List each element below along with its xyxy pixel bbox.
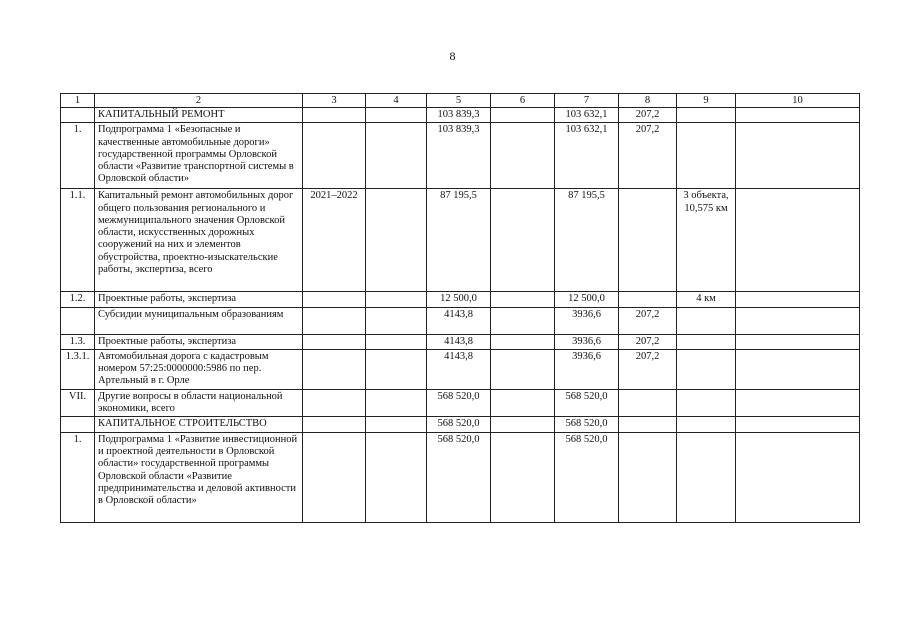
table-row [61,432,860,522]
row-description: Автомобильная дорога с кадастровым номером 57:25:0000000:5986 по пер. Артельный в г. Орле [95,349,303,389]
row-col-6 [491,108,555,123]
row-number: 1. [61,123,95,189]
column-header: 1 [61,94,95,108]
column-header: 5 [427,94,491,108]
row-col-7: 568 520,0 [555,389,619,417]
row-col-7: 12 500,0 [555,292,619,307]
row-col-9 [677,108,736,123]
row-col-7: 568 520,0 [555,417,619,432]
row-col-8 [619,292,677,307]
row-description: Проектные работы, экспертиза [95,292,303,307]
row-col-6 [491,389,555,417]
row-col-5: 568 520,0 [427,432,491,522]
row-col-6 [491,432,555,522]
table-row [61,189,860,292]
row-col-9 [677,123,736,189]
row-col-9 [677,349,736,389]
row-description: Субсидии муниципальным образованиям [95,307,303,334]
row-number: 1.1. [61,189,95,292]
row-col-8 [619,417,677,432]
page-number: 8 [449,49,456,63]
column-header: 8 [619,94,677,108]
table-row [61,123,860,189]
row-col-6 [491,189,555,292]
row-col-10 [736,334,860,349]
table-row [61,292,860,307]
column-header: 4 [366,94,427,108]
row-col-5: 4143,8 [427,334,491,349]
row-col-8: 207,2 [619,123,677,189]
column-header: 9 [677,94,736,108]
row-col-7: 87 195,5 [555,189,619,292]
row-period [303,292,366,307]
row-col-9 [677,432,736,522]
row-col-10 [736,307,860,334]
row-col-9 [677,389,736,417]
row-col-8: 207,2 [619,108,677,123]
row-period [303,349,366,389]
row-col-5: 568 520,0 [427,389,491,417]
row-number: 1.3. [61,334,95,349]
row-period: 2021–2022 [303,189,366,292]
column-header: 2 [95,94,303,108]
row-col-6 [491,334,555,349]
table-row [61,108,860,123]
row-col-6 [491,417,555,432]
row-number [61,307,95,334]
row-col-6 [491,307,555,334]
row-col-6 [491,292,555,307]
column-header: 10 [736,94,860,108]
row-col-8: 207,2 [619,334,677,349]
row-col-5: 4143,8 [427,349,491,389]
row-col-10 [736,349,860,389]
table-row [61,334,860,349]
row-col-10 [736,417,860,432]
row-col-10 [736,432,860,522]
row-col-4 [366,389,427,417]
row-col-7: 3936,6 [555,334,619,349]
row-col-9: 3 объекта, 10,575 км [677,189,736,292]
row-col-10 [736,189,860,292]
column-header: 6 [491,94,555,108]
row-col-8 [619,189,677,292]
row-description: Капитальный ремонт автомобильных дорог общего пользования регионального и межмуниципального значения Орловской области, искусственных дорожных сооружений на них и элементов обустройства, проектно-изыскательские работы, экспертиза, всего [95,189,303,292]
row-col-4 [366,334,427,349]
row-col-5: 103 839,3 [427,123,491,189]
row-period [303,432,366,522]
row-col-4 [366,417,427,432]
row-col-4 [366,432,427,522]
row-col-4 [366,189,427,292]
row-col-7: 103 632,1 [555,108,619,123]
table-row [61,307,860,334]
row-col-8 [619,432,677,522]
row-col-7: 568 520,0 [555,432,619,522]
table-header-row [61,94,860,108]
row-description: Проектные работы, экспертиза [95,334,303,349]
budget-table [60,93,860,523]
row-col-4 [366,307,427,334]
row-description: КАПИТАЛЬНЫЙ РЕМОНТ [95,108,303,123]
row-col-9 [677,307,736,334]
row-period [303,389,366,417]
row-col-5: 12 500,0 [427,292,491,307]
row-period [303,108,366,123]
row-col-4 [366,108,427,123]
row-col-6 [491,123,555,189]
row-col-6 [491,349,555,389]
row-number [61,108,95,123]
table-row [61,389,860,417]
row-col-4 [366,123,427,189]
row-col-5: 103 839,3 [427,108,491,123]
column-header: 7 [555,94,619,108]
row-col-4 [366,349,427,389]
row-col-10 [736,292,860,307]
row-col-5: 4143,8 [427,307,491,334]
row-col-9: 4 км [677,292,736,307]
row-number: VII. [61,389,95,417]
row-number [61,417,95,432]
row-col-5: 568 520,0 [427,417,491,432]
row-col-10 [736,108,860,123]
row-col-9 [677,334,736,349]
row-col-8: 207,2 [619,349,677,389]
row-period [303,307,366,334]
row-col-7: 103 632,1 [555,123,619,189]
column-header: 3 [303,94,366,108]
row-col-5: 87 195,5 [427,189,491,292]
row-period [303,123,366,189]
row-col-7: 3936,6 [555,307,619,334]
row-description: КАПИТАЛЬНОЕ СТРОИТЕЛЬСТВО [95,417,303,432]
row-col-8: 207,2 [619,307,677,334]
row-number: 1. [61,432,95,522]
row-period [303,334,366,349]
row-col-10 [736,123,860,189]
row-period [303,417,366,432]
row-col-9 [677,417,736,432]
row-description: Другие вопросы в области национальной экономики, всего [95,389,303,417]
table-row [61,349,860,389]
row-number: 1.3.1. [61,349,95,389]
row-number: 1.2. [61,292,95,307]
table-row [61,417,860,432]
row-col-10 [736,389,860,417]
row-description: Подпрограмма 1 «Безопасные и качественные автомобильные дороги» государственной программы Орловской области «Развитие транспортной системы в Орловской области» [95,123,303,189]
row-description: Подпрограмма 1 «Развитие инвестиционной и проектной деятельности в Орловской области» государственной программы Орловской области «Развитие предпринимательства и деловой активности в Орловской области» [95,432,303,522]
row-col-8 [619,389,677,417]
row-col-4 [366,292,427,307]
row-col-7: 3936,6 [555,349,619,389]
